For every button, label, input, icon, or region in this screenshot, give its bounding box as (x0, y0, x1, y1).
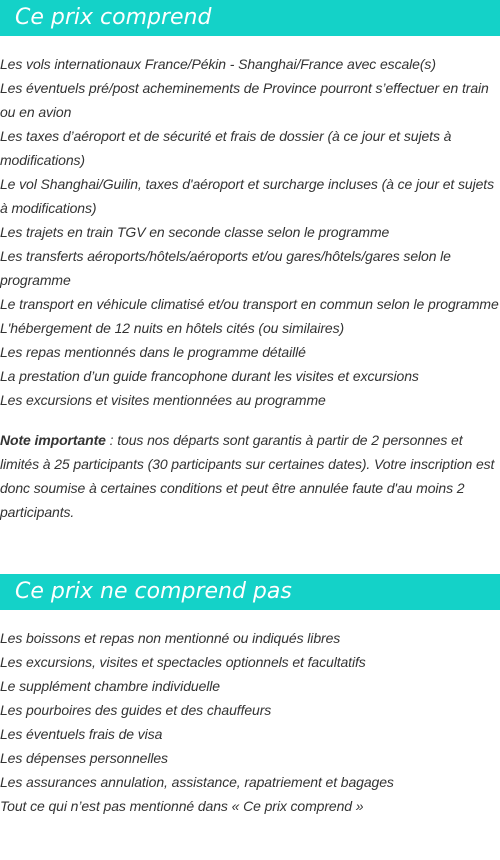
included-section-title: Ce prix comprend (15, 5, 212, 30)
important-note (0, 428, 500, 524)
excluded-item: Les assurances annulation, assistance, rapatriement et bagages (0, 774, 394, 790)
included-item: Le vol Shanghai/Guilin, taxes d'aéroport et surcharge incluses (à ce jour et sujets à modifications) (0, 176, 494, 216)
excluded-item: Le supplément chambre individuelle (0, 678, 220, 694)
excluded-item: Les excursions, visites et spectacles optionnels et facultatifs (0, 654, 366, 670)
excluded-item: Les pourboires des guides et des chauffeurs (0, 702, 272, 718)
excluded-item: Les dépenses personnelles (0, 750, 168, 766)
included-item: Le transport en véhicule climatisé et/ou transport en commun selon le programme (0, 296, 499, 312)
included-item: Les vols internationaux France/Pékin - Shanghai/France avec escale(s) (0, 56, 436, 72)
excluded-item: Tout ce qui n’est pas mentionné dans « Ce prix comprend » (0, 798, 364, 814)
important-note-label: Note importante (0, 432, 106, 448)
included-item: Les trajets en train TGV en seconde classe selon le programme (0, 224, 390, 240)
included-item: Les taxes d’aéroport et de sécurité et frais de dossier (à ce jour et sujets à modifications) (0, 128, 452, 168)
included-section-header (0, 0, 500, 36)
included-item: Les repas mentionnés dans le programme détaillé (0, 344, 306, 360)
excluded-list (0, 626, 500, 818)
included-list (0, 52, 500, 412)
excluded-section-title: Ce prix ne comprend pas (15, 579, 292, 604)
excluded-item: Les éventuels frais de visa (0, 726, 163, 742)
excluded-section-header (0, 574, 500, 610)
included-item: L'hébergement de 12 nuits en hôtels cités (ou similaires) (0, 320, 345, 336)
included-item: Les excursions et visites mentionnées au programme (0, 392, 326, 408)
excluded-item: Les boissons et repas non mentionné ou indiqués libres (0, 630, 341, 646)
included-item: Les éventuels pré/post acheminements de Province pourront s’effectuer en train ou en avion (0, 80, 489, 120)
important-note-text: : tous nos départs sont garantis à partir de 2 personnes et limités à 25 participants (30 participants sur certaines dates). Votre inscription est donc soumise à certaines conditions et peut être annulée faute d'au moins 2 participants. (0, 432, 495, 520)
included-item: La prestation d’un guide francophone durant les visites et excursions (0, 368, 419, 384)
included-item: Les transferts aéroports/hôtels/aéroports et/ou gares/hôtels/gares selon le programme (0, 248, 451, 288)
